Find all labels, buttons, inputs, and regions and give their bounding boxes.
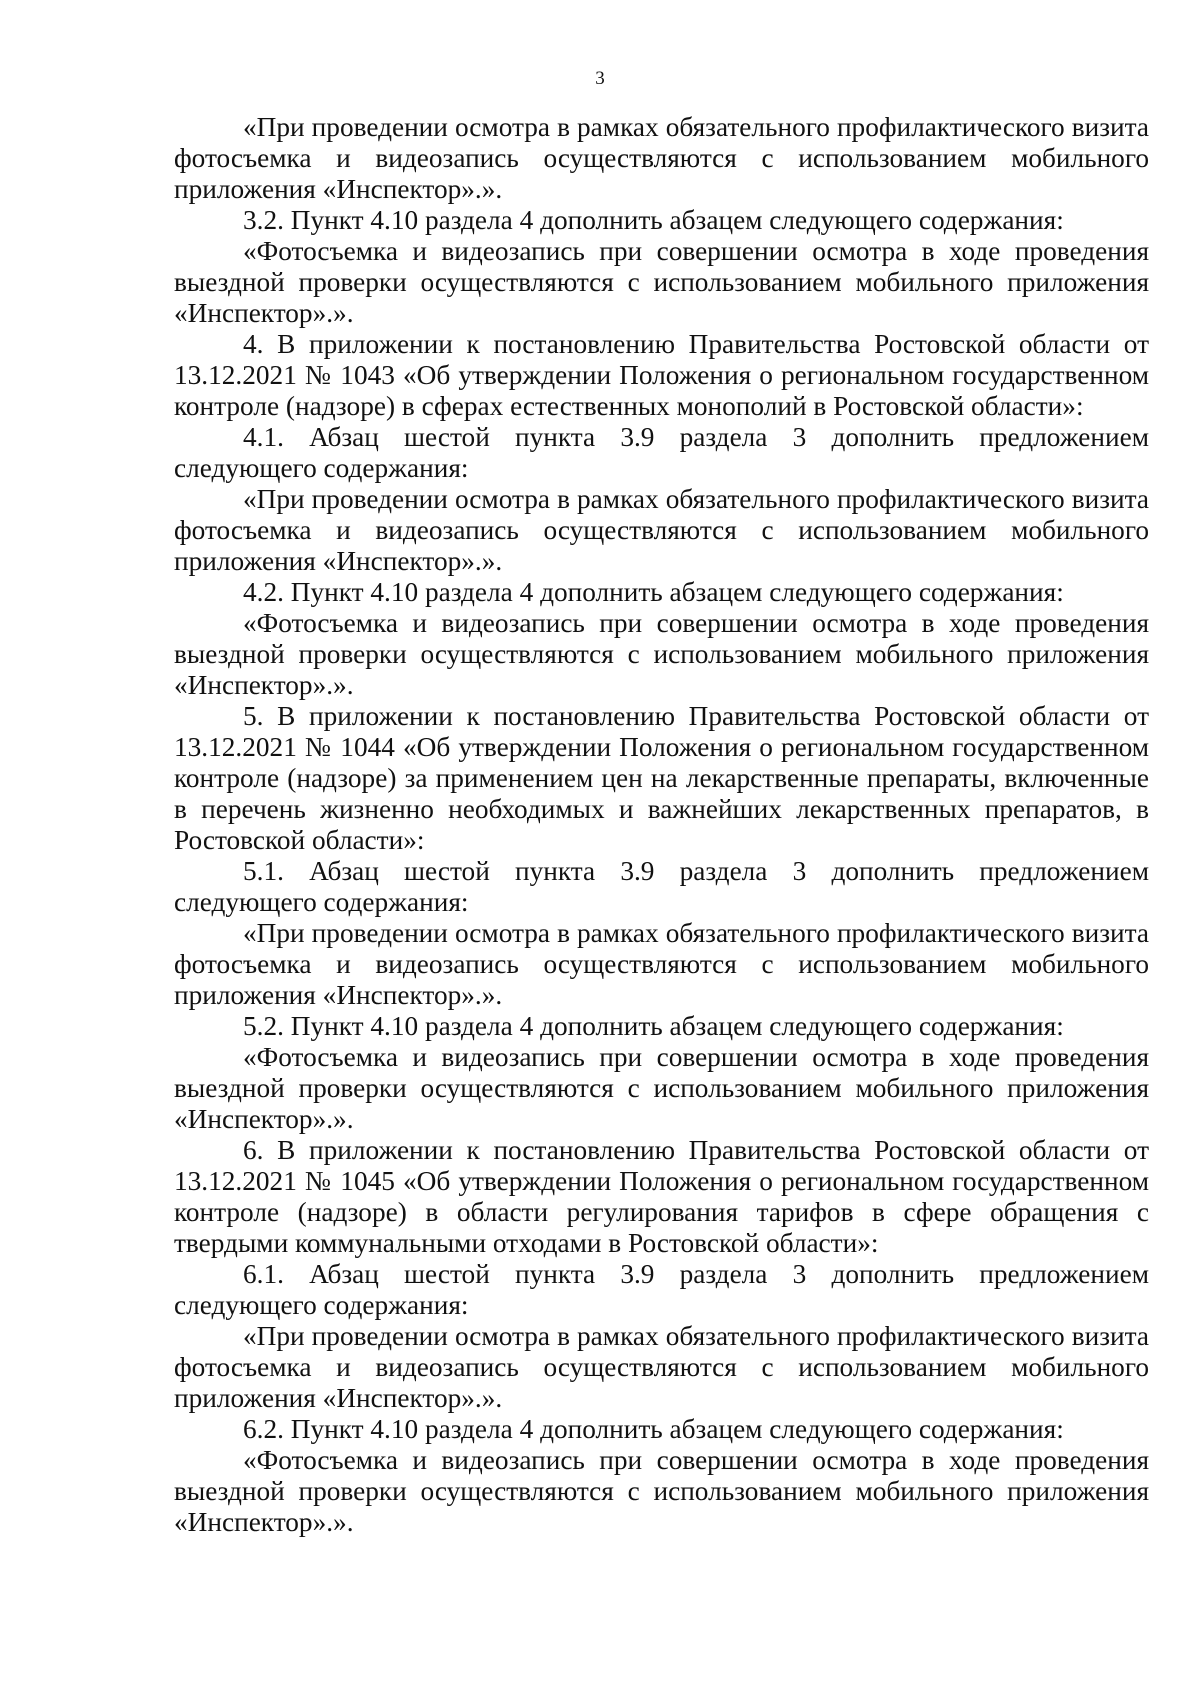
item-6: 6. В приложении к постановлению Правительства Ростовской области от 13.12.2021 № 1045 «Об утверждении Положения о региональном государственном контроле (надзоре) в области регулирования тарифов в сфере обращения с твердыми коммунальными отходами в Ростовской области»:	[174, 1135, 1149, 1258]
quoted-paragraph: «Фотосъемка и видеозапись при совершении осмотра в ходе проведения выездной проверки осуществляются с использованием мобильного приложения «Инспектор».».	[174, 236, 1149, 328]
clause-6-1: 6.1. Абзац шестой пункта 3.9 раздела 3 дополнить предложением следующего содержания:	[174, 1259, 1149, 1320]
clause-6-2: 6.2. Пункт 4.10 раздела 4 дополнить абзацем следующего содержания:	[243, 1414, 1064, 1444]
quoted-paragraph: «При проведении осмотра в рамках обязательного профилактического визита фотосъемка и видеозапись осуществляются с использованием мобильного приложения «Инспектор».».	[174, 918, 1149, 1010]
quoted-paragraph: «При проведении осмотра в рамках обязательного профилактического визита фотосъемка и видеозапись осуществляются с использованием мобильного приложения «Инспектор».».	[174, 1321, 1149, 1413]
quoted-paragraph: «При проведении осмотра в рамках обязательного профилактического визита фотосъемка и видеозапись осуществляются с использованием мобильного приложения «Инспектор».».	[174, 112, 1149, 204]
quoted-paragraph: «При проведении осмотра в рамках обязательного профилактического визита фотосъемка и видеозапись осуществляются с использованием мобильного приложения «Инспектор».».	[174, 484, 1149, 576]
document-body	[174, 112, 1149, 1538]
page-number: 3	[595, 68, 605, 89]
item-5: 5. В приложении к постановлению Правительства Ростовской области от 13.12.2021 № 1044 «Об утверждении Положения о региональном государственном контроле (надзоре) за применением цен на лекарственные препараты, включенные в перечень жизненно необходимых и важнейших лекарственных препаратов, в Ростовской области»:	[174, 701, 1149, 855]
clause-5-1: 5.1. Абзац шестой пункта 3.9 раздела 3 дополнить предложением следующего содержания:	[174, 856, 1149, 917]
quoted-paragraph: «Фотосъемка и видеозапись при совершении осмотра в ходе проведения выездной проверки осуществляются с использованием мобильного приложения «Инспектор».».	[174, 1042, 1149, 1134]
clause-3-2: 3.2. Пункт 4.10 раздела 4 дополнить абзацем следующего содержания:	[243, 205, 1064, 235]
quoted-paragraph: «Фотосъемка и видеозапись при совершении осмотра в ходе проведения выездной проверки осуществляются с использованием мобильного приложения «Инспектор».».	[174, 1445, 1149, 1537]
clause-5-2: 5.2. Пункт 4.10 раздела 4 дополнить абзацем следующего содержания:	[243, 1011, 1064, 1041]
clause-4-2: 4.2. Пункт 4.10 раздела 4 дополнить абзацем следующего содержания:	[243, 577, 1064, 607]
item-4: 4. В приложении к постановлению Правительства Ростовской области от 13.12.2021 № 1043 «Об утверждении Положения о региональном государственном контроле (надзоре) в сферах естественных монополий в Ростовской области»:	[174, 329, 1149, 421]
quoted-paragraph: «Фотосъемка и видеозапись при совершении осмотра в ходе проведения выездной проверки осуществляются с использованием мобильного приложения «Инспектор».».	[174, 608, 1149, 700]
clause-4-1: 4.1. Абзац шестой пункта 3.9 раздела 3 дополнить предложением следующего содержания:	[174, 422, 1149, 483]
